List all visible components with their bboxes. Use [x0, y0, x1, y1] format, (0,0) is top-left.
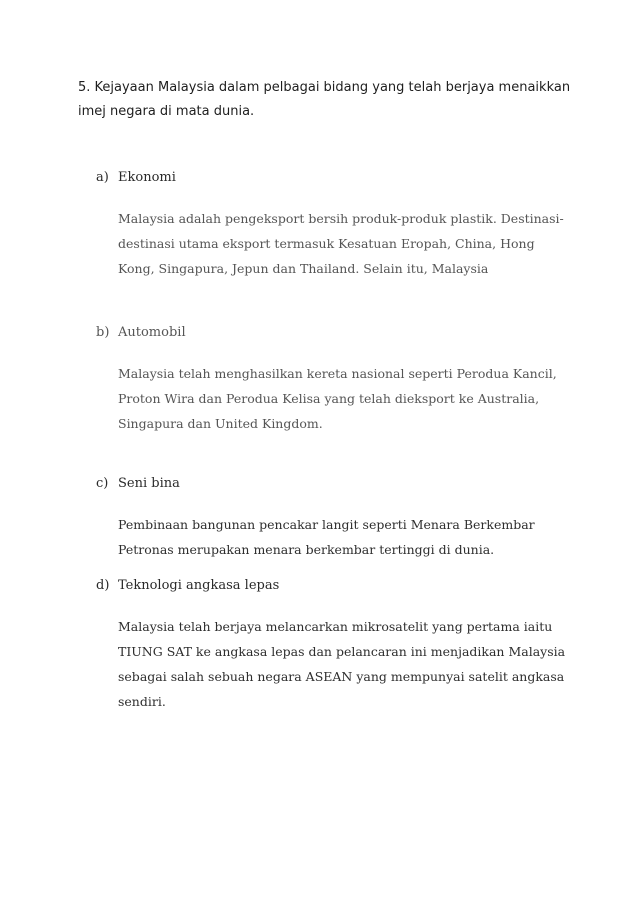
section-title: Seni bina	[118, 476, 180, 491]
body-line: Malaysia telah menghasilkan kereta nasional seperti Perodua Kancil,	[118, 366, 557, 381]
section-seni-bina	[96, 474, 576, 562]
section-body	[118, 361, 576, 436]
section-title: Teknologi angkasa lepas	[118, 578, 280, 593]
section-ekonomi	[96, 168, 576, 281]
section-heading	[96, 168, 576, 188]
section-title: Automobil	[118, 325, 186, 340]
section-body	[118, 206, 576, 281]
body-line: sebagai salah sebuah negara ASEAN yang mempunyai satelit angkasa	[118, 669, 565, 684]
section-title: Ekonomi	[118, 170, 176, 185]
section-letter: a)	[96, 170, 109, 185]
body-line: TIUNG SAT ke angkasa lepas dan pelancaran ini menjadikan Malaysia	[118, 644, 566, 659]
section-heading	[96, 323, 576, 343]
section-letter: b)	[96, 325, 110, 340]
section-letter: c)	[96, 476, 109, 491]
body-line: Singapura dan United Kingdom.	[118, 416, 323, 431]
body-line: Petronas merupakan menara berkembar tertinggi di dunia.	[118, 542, 495, 557]
body-line: Pembinaan bangunan pencakar langit seperti Menara Berkembar	[118, 517, 535, 532]
section-automobil	[96, 323, 576, 436]
section-letter: d)	[96, 578, 110, 593]
section-heading	[96, 474, 576, 494]
question-line: imej negara di mata dunia.	[78, 104, 255, 119]
question-line: 5. Kejayaan Malaysia dalam pelbagai bidang yang telah berjaya menaikkan	[78, 80, 571, 95]
body-line: Malaysia telah berjaya melancarkan mikrosatelit yang pertama iaitu	[118, 619, 553, 634]
body-line: destinasi utama eksport termasuk Kesatuan Eropah, China, Hong	[118, 236, 535, 251]
body-line: Kong, Singapura, Jepun dan Thailand. Selain itu, Malaysia	[118, 261, 489, 276]
body-line: Malaysia adalah pengeksport bersih produk-produk plastik. Destinasi-	[118, 211, 564, 226]
section-teknologi-angkasa-lepas	[96, 576, 576, 714]
section-heading	[96, 576, 576, 596]
body-line: Proton Wira dan Perodua Kelisa yang telah dieksport ke Australia,	[118, 391, 540, 406]
section-body	[118, 614, 576, 714]
section-body	[118, 512, 576, 562]
body-line: sendiri.	[118, 694, 166, 709]
question-heading	[78, 76, 578, 124]
